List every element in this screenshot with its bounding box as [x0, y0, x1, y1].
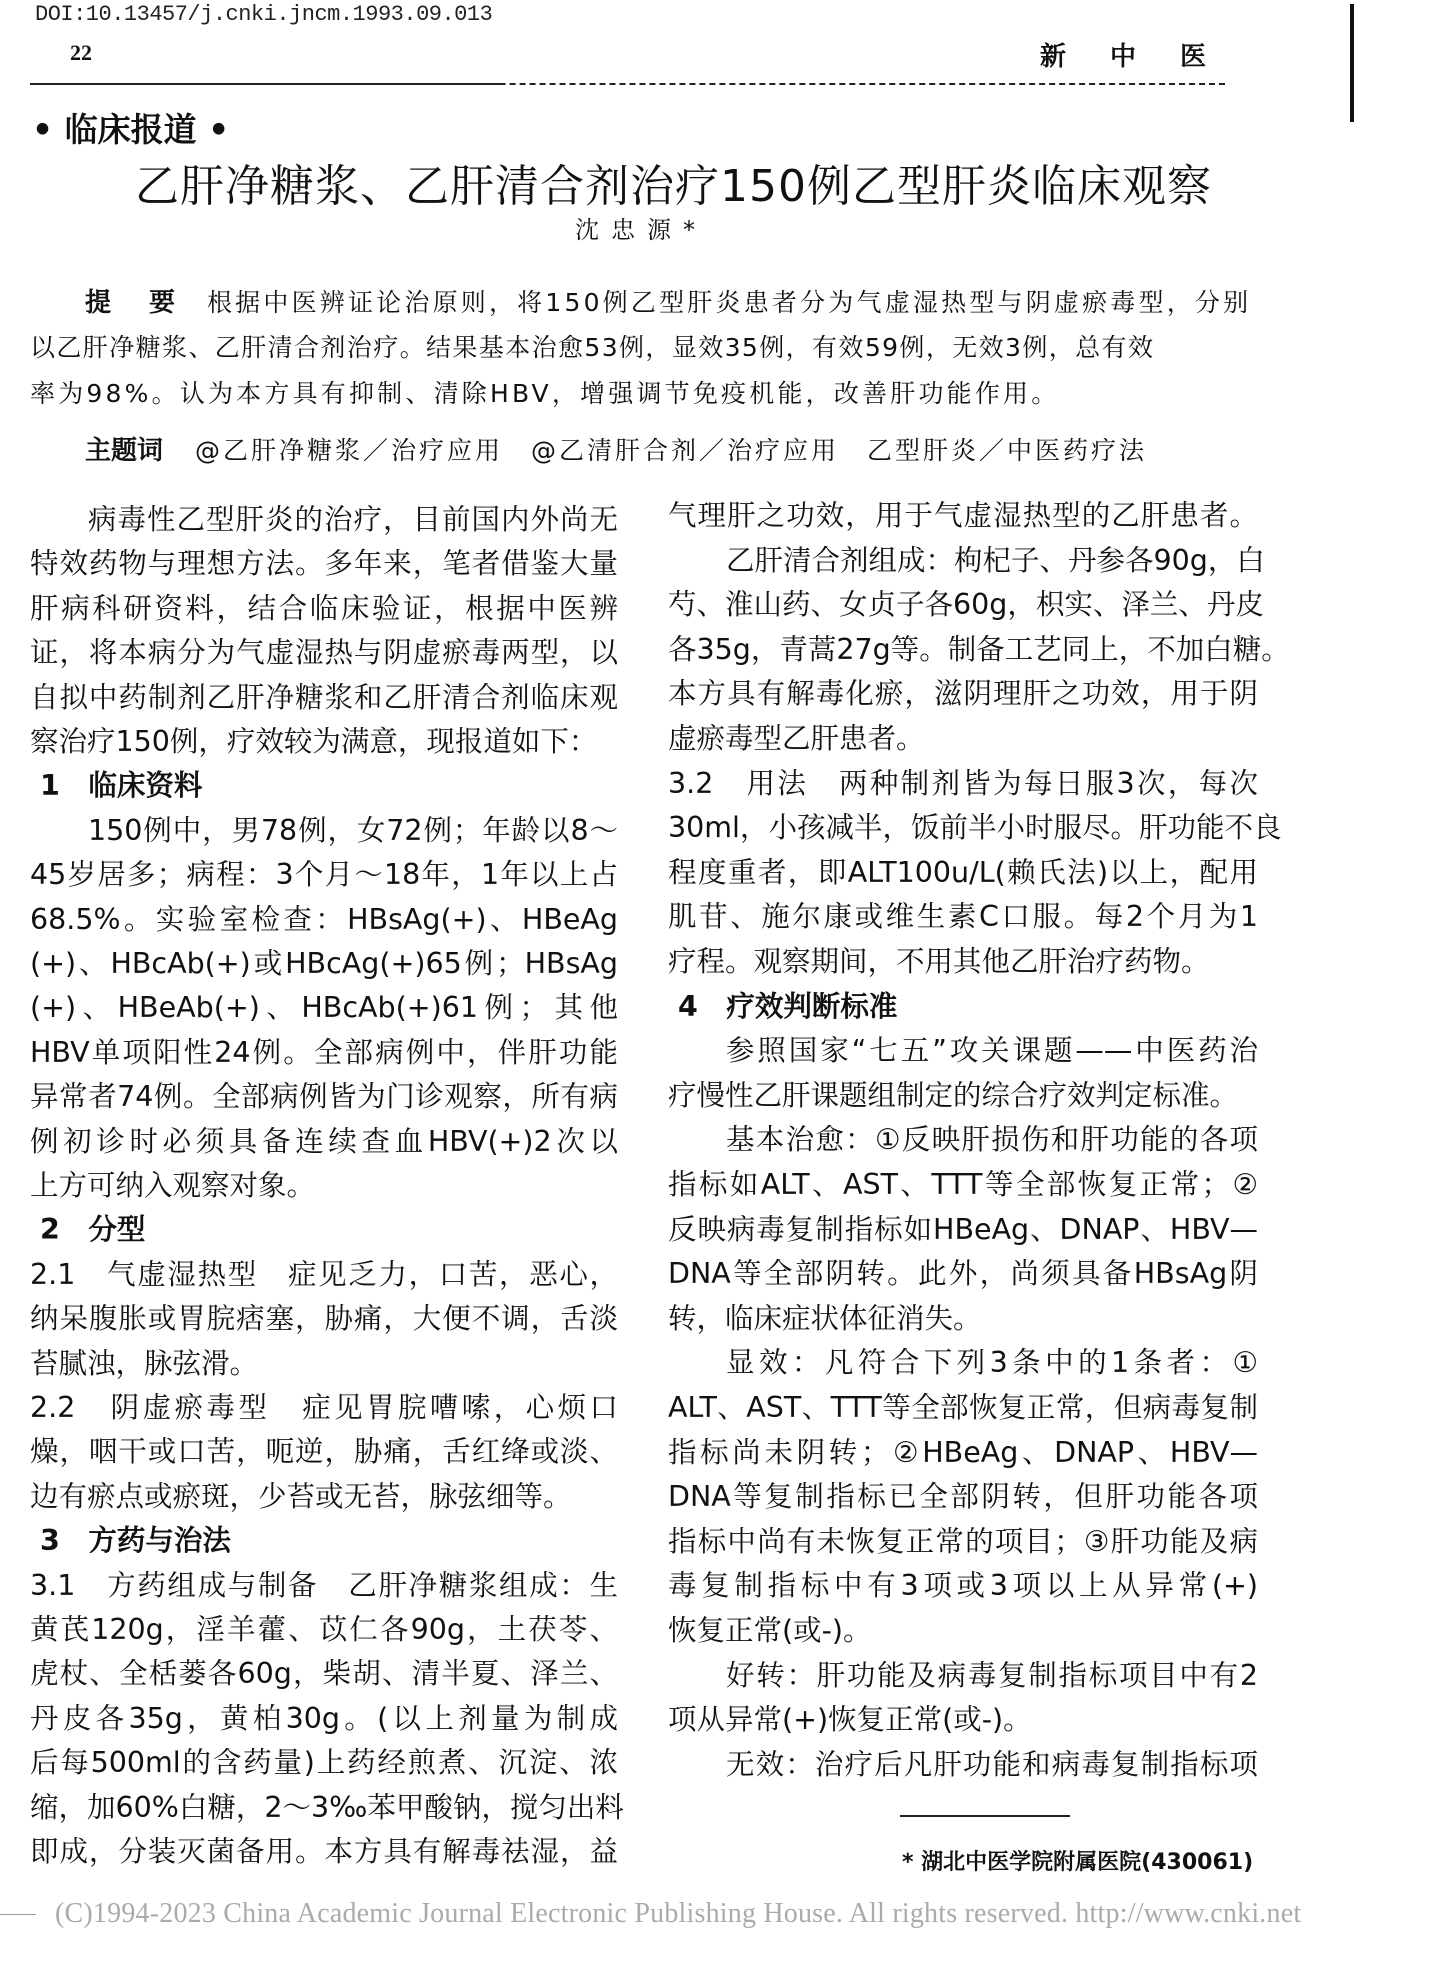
body-text-line: HBV单项阳性24例。全部病例中，伴肝功能 [30, 1035, 618, 1069]
body-text-line: 自拟中药制剂乙肝净糖浆和乙肝清合剂临床观 [30, 680, 618, 714]
abstract-text: 根据中医辨证论治原则，将150例乙型肝炎患者分为气虚湿热型与阴虚瘀毒型，分别 [206, 288, 1252, 317]
body-text-line: 丹皮各35g，黄柏30g。(以上剂量为制成 [30, 1701, 618, 1735]
keywords-label: 主题词 [85, 436, 164, 466]
body-text-line: 显效：凡符合下列3条中的1条者：① [726, 1346, 1258, 1380]
section-heading: 4 疗效判断标准 [678, 989, 898, 1023]
abstract-line-2: 以乙肝净糖浆、乙肝清合剂治疗。结果基本治愈53例，显效35例，有效59例，无效3例，总有效 [30, 333, 1155, 362]
copyright-rule [0, 1914, 36, 1915]
article-title: 乙肝净糖浆、乙肝清合剂治疗150例乙型肝炎临床观察 [135, 161, 1212, 212]
body-text-line: 好转：肝功能及病毒复制指标项目中有2 [726, 1658, 1258, 1692]
body-text-line: 2.2 阴虚瘀毒型 症见胃脘嘈嗦，心烦口 [30, 1391, 618, 1424]
body-text-line: 苔腻浊，脉弦滑。 [30, 1346, 259, 1380]
body-text-line: 3.2 用法 两种制剂皆为每日服3次，每次 [668, 766, 1258, 800]
body-text-line: 无效：治疗后凡肝功能和病毒复制指标项 [726, 1747, 1258, 1781]
body-text-line: 肝病科研资料，结合临床验证，根据中医辨 [30, 591, 618, 625]
body-text-line: 3.1 方药组成与制备 乙肝净糖浆组成：生 [30, 1568, 618, 1602]
body-text-line: 指标如ALT、AST、TTT等全部恢复正常；② [668, 1168, 1258, 1201]
article-author: 沈忠源* [575, 216, 707, 244]
body-text-line: 肌苷、施尔康或维生素C口服。每2个月为1 [668, 900, 1258, 934]
abstract-line-1 [85, 282, 1251, 319]
abstract-line-3: 率为98%。认为本方具有抑制、清除HBV，增强调节免疫机能，改善肝功能作用。 [30, 379, 1060, 408]
body-text-line: 异常者74例。全部病例皆为门诊观察，所有病 [30, 1080, 618, 1114]
footnote-rule [900, 1815, 1070, 1817]
body-text-line: 基本治愈：①反映肝损伤和肝功能的各项 [726, 1123, 1258, 1157]
page-edge-bar [1350, 4, 1354, 122]
body-text-line: 边有瘀点或瘀斑，少苔或无苔，脉弦细等。 [30, 1479, 572, 1513]
body-text-line: 虚瘀毒型乙肝患者。 [668, 722, 925, 755]
body-text-line: 恢复正常(或-)。 [668, 1614, 872, 1647]
body-text-line: 病毒性乙型肝炎的治疗，目前国内外尚无 [88, 503, 618, 536]
body-text-line: 特效药物与理想方法。多年来，笔者借鉴大量 [30, 547, 618, 581]
body-text-line: 指标中尚有未恢复正常的项目；③肝功能及病 [668, 1524, 1258, 1558]
body-text-line: 气理肝之功效，用于气虚湿热型的乙肝患者。 [668, 499, 1258, 532]
body-text-line: 缩，加60%白糖，2～3‰苯甲酸钠，搅匀出料 [30, 1790, 624, 1824]
body-text-line: DNA等全部阴转。此外，尚须具备HBsAg阴 [668, 1257, 1258, 1291]
body-text-line: 即成，分装灭菌备用。本方具有解毒祛湿，益 [30, 1835, 618, 1868]
body-text-line: 指标尚未阴转；②HBeAg、DNAP、HBV— [668, 1435, 1258, 1469]
body-text-line: 后每500ml的含药量)上药经煎煮、沉淀、浓 [30, 1746, 618, 1780]
body-text-line: DNA等复制指标已全部阴转，但肝功能各项 [668, 1480, 1258, 1514]
body-text-line: ALT、AST、TTT等全部恢复正常，但病毒复制 [668, 1391, 1258, 1424]
body-text-line: (+)、HBeAb(+)、HBcAb(+)61例；其他 [30, 991, 618, 1025]
body-text-line: 程度重者，即ALT100u/L(赖氏法)以上，配用 [668, 855, 1258, 889]
section-heading: 2 分型 [40, 1213, 146, 1247]
body-text-line: 纳呆腹胀或胃脘痞塞，胁痛，大便不调，舌淡 [30, 1302, 618, 1336]
footnote-affiliation: * 湖北中医学院附属医院(430061) [902, 1850, 1254, 1875]
body-text-line: 参照国家“七五”攻关课题——中医药治 [726, 1034, 1258, 1068]
body-text-line: 察治疗150例，疗效较为满意，现报道如下： [30, 725, 598, 758]
section-heading: 3 方药与治法 [40, 1524, 231, 1558]
body-text-line: 虎杖、全栝蒌各60g，柴胡、清半夏、泽兰、 [30, 1657, 618, 1691]
header-rule-solid [30, 83, 500, 85]
abstract-label: 提 要 [85, 288, 182, 318]
doi-text: DOI:10.13457/j.cnki.jncm.1993.09.013 [35, 2, 493, 27]
body-text-line: 各35g，青蒿27g等。制备工艺同上，不加白糖。 [668, 632, 1290, 666]
body-text-line: 本方具有解毒化瘀，滋阴理肝之功效，用于阴 [668, 677, 1258, 711]
body-text-line: 黄芪120g，淫羊藿、苡仁各90g，土茯苓、 [30, 1613, 618, 1646]
body-text-line: 疗程。观察期间，不用其他乙肝治疗药物。 [668, 945, 1210, 978]
body-text-line: 上方可纳入观察对象。 [30, 1169, 316, 1202]
section-heading: 1 临床资料 [40, 769, 203, 803]
keywords-text: @乙肝净糖浆／治疗应用 @乙清肝合剂／治疗应用 乙型肝炎／中医药疗法 [194, 436, 1147, 465]
body-text-line: 30ml，小孩减半，饭前半小时服尽。肝功能不良 [668, 811, 1282, 845]
body-text-line: 例初诊时必须具备连续查血HBV(+)2次以 [30, 1124, 618, 1158]
body-text-line: 疗慢性乙肝课题组制定的综合疗效判定标准。 [668, 1078, 1239, 1112]
body-text-line: 毒复制指标中有3项或3项以上从异常(+) [668, 1569, 1258, 1603]
body-text-line: 45岁居多；病程：3个月～18年，1年以上占 [30, 858, 618, 892]
copyright-notice: (C)1994-2023 China Academic Journal Electronic Publishing House. All rights reserved. http://www.cnki.net [55, 1898, 1302, 1929]
body-text-line: 项从异常(+)恢复正常(或-)。 [668, 1703, 1032, 1737]
journal-name: 新中医 [1040, 42, 1251, 72]
body-text-line: 2.1 气虚湿热型 症见乏力，口苦，恶心， [30, 1257, 618, 1291]
body-text-line: 150例中，男78例，女72例；年龄以8～ [88, 813, 618, 847]
body-text-line: 芍、淮山药、女贞子各60g，枳实、泽兰、丹皮 [668, 588, 1264, 622]
body-text-line: (+)、HBcAb(+)或HBcAg(+)65例；HBsAg [30, 947, 618, 980]
column-tag: • 临床报道 • [32, 110, 230, 149]
body-text-line: 68.5%。实验室检查：HBsAg(+)、HBeAg [30, 902, 618, 936]
body-text-line: 燥，咽干或口苦，呃逆，胁痛，舌红绛或淡、 [30, 1435, 618, 1469]
page-number: 22 [70, 40, 92, 65]
body-text-line: 反映病毒复制指标如HBeAg、DNAP、HBV— [668, 1212, 1258, 1246]
keywords [85, 430, 1147, 467]
body-text-line: 乙肝清合剂组成：枸杞子、丹参各90g，白 [726, 543, 1265, 577]
body-text-line: 转，临床症状体征消失。 [668, 1301, 982, 1335]
body-text-line: 证，将本病分为气虚湿热与阴虚瘀毒两型，以 [30, 636, 618, 670]
